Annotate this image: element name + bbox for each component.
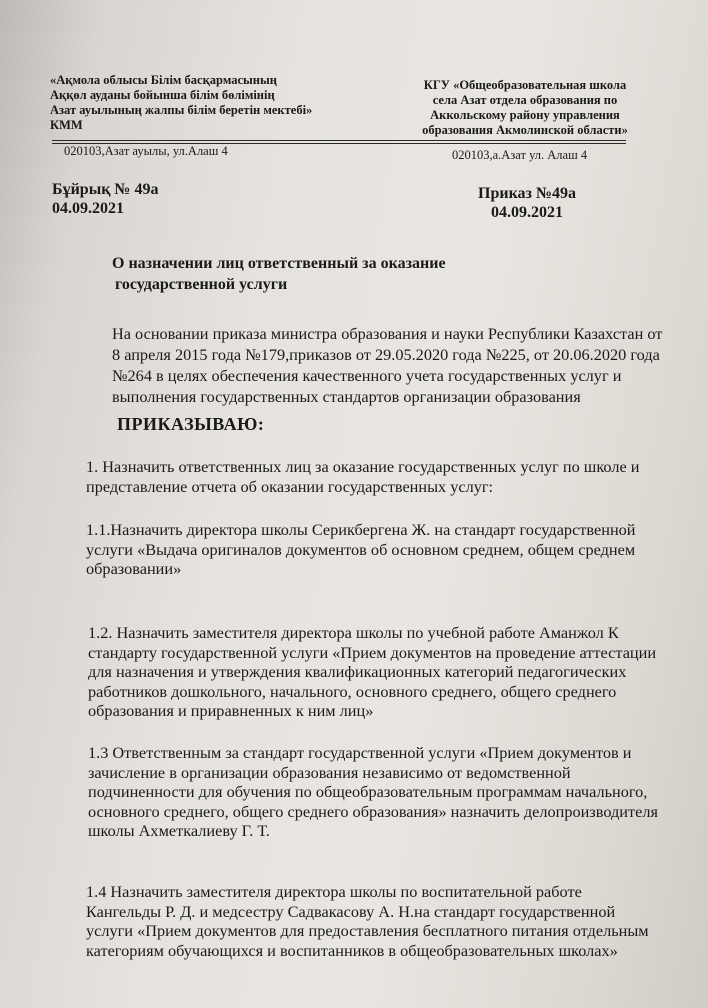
item-line: 1. Назначить ответственных лиц за оказание государственных услуг по школе и [86, 457, 640, 476]
header-left-line: КММ [50, 118, 83, 132]
order-kz [52, 180, 158, 218]
item-line: 1.1.Назначить директора школы Серикбергена Ж. на стандарт государственной [86, 520, 636, 539]
header-right-line: Аккольскому району управления [430, 108, 620, 122]
item-line: представление отчета об оказании государственных услуг: [86, 476, 494, 496]
header-right-line: КГУ «Общеобразовательная школа [423, 78, 627, 92]
header-right-line: села Азат отдела образования по [432, 93, 618, 107]
item-line: работников дошкольного, начального, основного среднего, общего среднего [88, 681, 617, 701]
list-item [88, 743, 692, 841]
order-ru-number: Приказ №49а [478, 185, 577, 202]
header-left-line: Азат ауылының жалпы білім беретін мектебі» [50, 103, 313, 117]
item-line: услуги «Прием документов для предоставления бесплатного питания отдельным [86, 921, 649, 940]
item-line: образовании» [86, 559, 182, 578]
title-line: государственной услуги [115, 276, 288, 293]
order-ru-date: 04.09.2021 [491, 204, 564, 221]
header-left-line: «Ақмола облысы Білім басқармасының [50, 73, 277, 87]
order-kz-date: 04.09.2021 [52, 200, 124, 217]
item-line: Кангельды Р. Д. и медсестру Садвакасову А. Н.на стандарт государственной [86, 901, 616, 921]
order-ru [478, 184, 576, 222]
list-item [86, 882, 690, 960]
header-right-org [400, 78, 650, 138]
header-rule-top [52, 140, 626, 141]
right-address: 020103,а.Азат ул. Алаш 4 [452, 148, 588, 162]
list-item [88, 623, 696, 721]
item-line: образования и приравненных к ним лиц» [88, 701, 374, 720]
item-line: школы Ахметкалиеву Г. Т. [88, 821, 270, 840]
preamble-line: выполнения государственных стандартов организации образования [112, 387, 581, 406]
item-line: стандарту государственной услуги «Прием документов на проведение аттестации [88, 642, 657, 662]
document-title [112, 253, 552, 295]
list-item [86, 520, 698, 579]
title-line: О назначении лиц ответственный за оказание [112, 255, 446, 272]
header-left-org [50, 73, 370, 133]
item-line: услуги «Выдача оригиналов документов об основном среднем, общем среднем [86, 539, 636, 559]
command-word: ПРИКАЗЫВАЮ: [117, 414, 265, 434]
item-line: подчиненности для обучения по общеобразовательным программам начального, [88, 782, 648, 801]
left-address: 020103,Азат ауылы, ул.Алаш 4 [64, 144, 228, 158]
item-line: для назначения и утверждения квалификационных категорий педагогических [88, 662, 627, 681]
header-left-line: Аққөл ауданы бойынша білім бөлімінің [50, 88, 275, 102]
preamble-line: 8 апреля 2015 года №179,приказов от 29.05.2020 года №225, от 20.06.2020 года [112, 345, 660, 364]
header-right-line: образования Акмолинской области» [422, 123, 628, 137]
preamble [112, 323, 702, 407]
preamble-line: №264 в целях обеспечения качественного учета государственных услуг и [112, 366, 622, 385]
list-item [86, 457, 700, 496]
item-line: зачисление в организации образования независимо от ведомственной [88, 762, 571, 782]
order-kz-number: Бұйрық № 49а [52, 181, 159, 198]
item-line: 1.2. Назначить заместителя директора школы по учебной работе Аманжол К [88, 623, 619, 642]
item-line: категориям обучающихся и воспитанников в общеобразовательных школах» [86, 940, 618, 960]
preamble-line: На основании приказа министра образования и науки Республики Казахстан от [112, 324, 663, 343]
item-line: 1.4 Назначить заместителя директора школы по воспитательной работе [86, 882, 582, 901]
item-line: 1.3 Ответственным за стандарт государственной услуги «Прием документов и [88, 743, 632, 762]
item-line: основного среднего, общего среднего образования» назначить делопроизводителя [88, 801, 658, 821]
